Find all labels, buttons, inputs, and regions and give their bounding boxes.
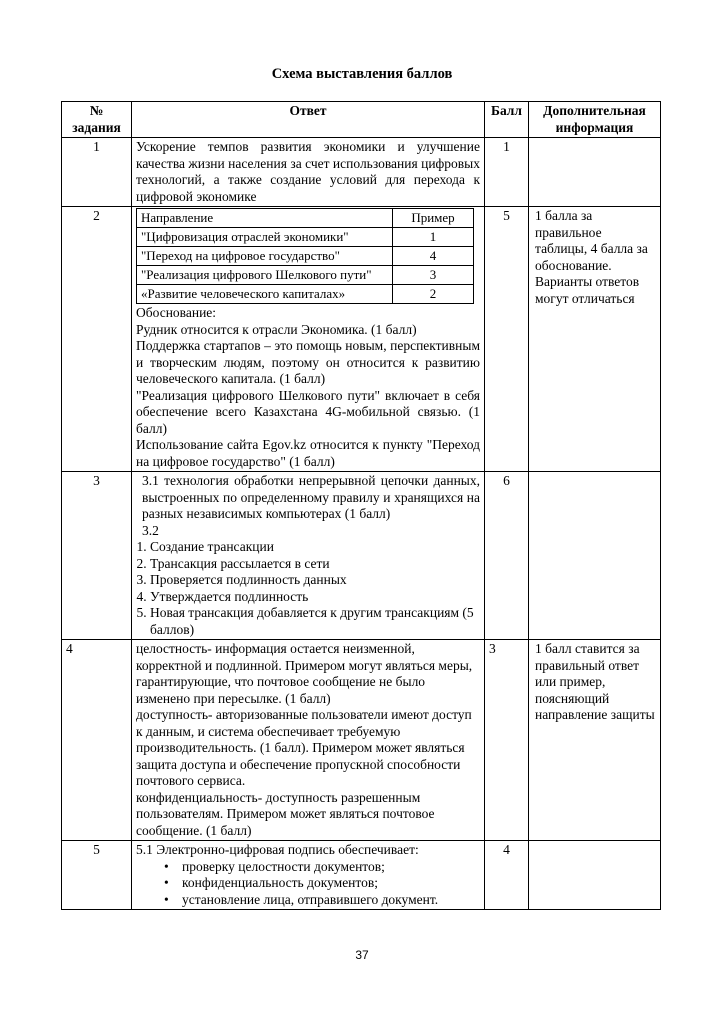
- answer-paragraph: доступность- авторизованные пользователи имеют доступ к данным, и система обеспечивает требуемую производительность. (1 балл). Примером может являться защита доступа и обеспечение пропускной способности почтового сервиса.: [136, 707, 472, 788]
- list-item: 1. Создание трансакции: [150, 539, 480, 556]
- list-item: 3. Проверяется подлинность данных: [150, 572, 480, 589]
- inner-header-direction: Направление: [137, 209, 393, 228]
- header-task-number-line1: №: [89, 103, 104, 118]
- sub-label: 3.2: [142, 522, 159, 538]
- info-cell: 1 балла за правильное таблицы, 4 балла за обоснование. Варианты ответов могут отличаться: [529, 207, 661, 472]
- info-cell: 1 балл ставится за правильный ответ или пример, поясняющий направление защиты: [529, 640, 661, 841]
- task-number: 2: [62, 207, 132, 472]
- table-row: [62, 207, 661, 472]
- points-cell: 4: [485, 841, 529, 910]
- justification-text: Рудник относится к отрасли Экономика. (1 балл): [136, 321, 417, 337]
- answer-cell: Ускорение темпов развития экономики и улучшение качества жизни населения за счет использования цифровых технологий, а также создание условий для перехода к цифровой экономике: [132, 138, 485, 207]
- list-item: 2. Трансакция рассылается в сети: [150, 556, 480, 573]
- inner-direction: "Цифровизация отраслей экономики": [137, 228, 393, 247]
- page-title: Схема выставления баллов: [271, 66, 453, 82]
- header-answer: Ответ: [132, 102, 485, 138]
- inner-example: 3: [393, 266, 474, 285]
- inner-direction: "Реализация цифрового Шелкового пути": [137, 266, 393, 285]
- steps-list: [136, 539, 480, 638]
- table-row: [62, 841, 661, 910]
- task-number: 1: [62, 138, 132, 207]
- inner-row: [137, 266, 474, 285]
- answer-paragraph: целостность- информация остается неизменной, корректной и подлинной. Примером могут являться меры, гарантирующие, что почтовое сообщение не было изменено при пересылке. (1 балл): [136, 641, 473, 706]
- table-header-row: [62, 102, 661, 138]
- justification-text: "Реализация цифрового Шелкового пути" включает в себя обеспечение всего Казахстана 4G-мобильной связью. (1 балл): [136, 387, 480, 436]
- inner-header-example: Пример: [393, 209, 474, 228]
- header-info-line1: Дополнительная: [543, 103, 646, 118]
- points-cell: 6: [485, 472, 529, 640]
- inner-example: 4: [393, 247, 474, 266]
- justification-text: Использование сайта Egov.kz относится к пункту "Переход на цифровое государство" (1 балл): [136, 437, 480, 469]
- answer-intro: 5.1 Электронно-цифровая подпись обеспечивает:: [136, 842, 419, 857]
- task-number: 4: [62, 640, 132, 841]
- bullet-list: [136, 859, 480, 909]
- list-item: 5. Новая трансакция добавляется к другим трансакциям (5 баллов): [150, 605, 480, 638]
- table-row: [62, 640, 661, 841]
- scoring-table: [61, 101, 661, 910]
- points-cell: 5: [485, 207, 529, 472]
- list-item: • установление лица, отправившего документ.: [168, 892, 480, 909]
- inner-row: [137, 285, 474, 304]
- info-cell: [529, 841, 661, 910]
- list-item: • конфиденциальность документов;: [168, 875, 480, 892]
- header-task-number: [62, 102, 132, 138]
- answer-cell: [132, 207, 485, 472]
- info-cell: [529, 138, 661, 207]
- inner-direction: "Переход на цифровое государство": [137, 247, 393, 266]
- justification-label: Обоснование:: [136, 305, 217, 320]
- inner-header-row: [137, 209, 474, 228]
- inner-example: 2: [393, 285, 474, 304]
- answer-intro: 3.1 технология обработки непрерывной цепочки данных, выстроенных по определенному правилу и хранящихся на разных независимых компьютерах (1 балл): [142, 473, 480, 521]
- answer-cell: [132, 472, 485, 640]
- list-item: • проверку целостности документов;: [168, 859, 480, 876]
- info-cell: [529, 472, 661, 640]
- justification-text: Поддержка стартапов – это помощь новым, перспективным и творческим людям, поэтому он относится к развитию человеческого капитала. (1 балл): [136, 338, 480, 386]
- header-info-line2: информация: [555, 119, 634, 135]
- list-item: 4. Утверждается подлинность: [150, 589, 480, 606]
- table-row: [62, 472, 661, 640]
- task-number: 5: [62, 841, 132, 910]
- inner-row: [137, 228, 474, 247]
- direction-example-table: [136, 208, 474, 304]
- points-cell: 1: [485, 138, 529, 207]
- answer-cell: [132, 640, 485, 841]
- table-row: [62, 138, 661, 207]
- header-info: [529, 102, 661, 138]
- header-points: Балл: [485, 102, 529, 138]
- task-number: 3: [62, 472, 132, 640]
- inner-direction: «Развитие человеческого капиталах»: [137, 285, 393, 304]
- inner-row: [137, 247, 474, 266]
- points-cell: 3: [485, 640, 529, 841]
- page-number: 37: [355, 948, 369, 962]
- inner-example: 1: [393, 228, 474, 247]
- answer-paragraph: конфиденциальность- доступность разрешенным пользователям. Примером может являться почтовое сообщение. (1 балл): [136, 789, 435, 838]
- answer-cell: [132, 841, 485, 910]
- header-task-number-line2: задания: [72, 119, 121, 135]
